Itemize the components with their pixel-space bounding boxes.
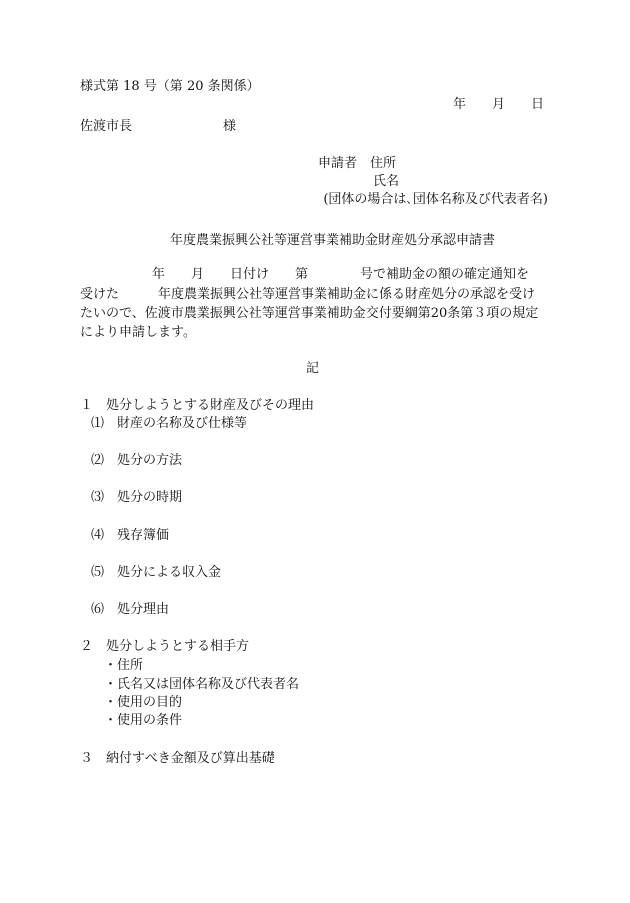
applicant-note: (団体の場合は､団体名称及び代表者名) — [323, 192, 548, 207]
section-1-item: ⑵ 処分の方法 — [91, 453, 183, 468]
section-2-item: ・住所 — [104, 658, 144, 673]
body-line-3: たいので、佐渡市農業振興公社等運営事業補助金交付要綱第20条第３項の規定 — [80, 306, 539, 321]
section-1-item: ⑴ 財産の名称及び仕様等 — [91, 416, 248, 431]
body-line-1: 年 月 日付け 第 号で補助金の額の確定通知を — [152, 267, 530, 282]
section-1-item: ⑸ 処分による収入金 — [91, 565, 222, 580]
section-2-item: ・使用の目的 — [104, 695, 183, 710]
section-2-item: ・使用の条件 — [104, 713, 183, 728]
body-line-2: 受けた 年度農業振興公社等運営事業補助金に係る財産処分の承認を受け — [80, 287, 536, 302]
document-title: 年度農業振興公社等運営事業補助金財産処分承認申請書 — [170, 233, 496, 248]
applicant-name-label: 氏名 — [373, 174, 400, 189]
body-line-4: により申請します。 — [80, 325, 196, 340]
form-number: 様式第 18 号（第 20 条関係） — [80, 79, 260, 94]
section-1-heading: １ 処分しようとする財産及びその理由 — [80, 398, 315, 413]
date-line: 年 月 日 — [452, 97, 544, 112]
addressee: 佐渡市長 様 — [80, 119, 237, 134]
ki-heading: 記 — [306, 361, 320, 376]
section-1-item: ⑶ 処分の時期 — [91, 490, 183, 505]
applicant-address-label: 申請者 住所 — [318, 156, 397, 171]
section-2-heading: ２ 処分しようとする相手方 — [80, 639, 250, 654]
section-2-item: ・氏名又は団体名称及び代表者名 — [104, 677, 300, 692]
section-1-item: ⑹ 処分理由 — [91, 602, 170, 617]
section-1-item: ⑷ 残存簿価 — [91, 528, 170, 543]
section-3-heading: ３ 納付すべき金額及び算出基礎 — [80, 751, 275, 766]
